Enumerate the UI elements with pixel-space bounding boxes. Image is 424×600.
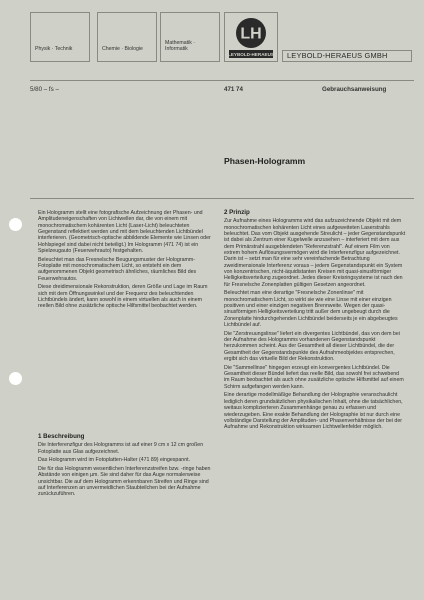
punch-hole <box>9 218 22 231</box>
intro-paragraph: Beleuchtet man das Fresnelsche Beugungsmuster der Hologramm-Fotoplatte mit monochromatischem Licht, so entsteht ein dem aufgenommenen Objekt geometrisch ähnliches, räumliches Bild des Feuerwehrautos. <box>38 256 197 282</box>
category-box-physics <box>30 12 90 62</box>
section-paragraph: Die für das Hologramm wesentlichen Interferenzstreifen bzw. -ringe haben Abstände von einigen µm. Sie sind daher für das Auge normalerweise unsichtbar. Die auf dem Hologramm erkennbaren Streifen und Ringe sind auf Interferenzen an unvermeidlichen Staubteilchen bei der Aufnahme zurückzuführen. <box>38 465 211 498</box>
intro-text <box>38 210 214 312</box>
company-name: LEYBOLD-HERAEUS GMBH <box>282 50 412 62</box>
category-box-chemistry <box>97 12 157 62</box>
page-title: Phasen-Hologramm <box>224 156 306 166</box>
section-description <box>38 434 214 500</box>
section-paragraph: Beleuchtet man eine derartige "Fresnelsche Zonenlinse" mit monochromatischem Licht, so wirkt sie wie eine Linse mit einer einzigen positiven und einer einzigen negativen Brennweite. Wegen der quasi-sinusförmigen Helligkeitsverteilung tritt außer dem ungebeugt durch die Zonenplatte hindurchgehenden Lichtbündel beiderseits je ein abgebeugtes Lichtbündel auf. <box>224 290 398 329</box>
section-paragraph: Die "Zerstreuungslinse" liefert ein divergentes Lichtbündel, das von dem bei der Aufnahme des Hologramms vorhandenen Gegenstandspunkt herzukommen scheint. Aus der Gesamtheit all dieser Lichtbündel, die der Gesamtheit der Gegenstandspunkte des Aufnahmeobjektes entsprechen, ergibt sich das virtuelle Bild der Rekonstruktion. <box>224 330 400 363</box>
svg-text:LH: LH <box>240 25 262 43</box>
logo-wordmark: LEYBOLD-HERAEUS <box>228 52 274 57</box>
category-box-math <box>160 12 220 62</box>
catalog-number: 471 74 <box>224 86 243 93</box>
section-principle <box>224 210 406 433</box>
category-label: Mathematik · Informatik <box>165 40 195 52</box>
lh-emblem-icon <box>225 13 277 61</box>
section-paragraph: Eine derartige modellmäßige Behandlung der Holographie veranschaulicht lediglich deren grundsätzlichen physikalischen Inhalt, ohne die tatsächlichen, weitaus komplizierteren Zusammenhänge genau zu erfassen und wiederzugeben. Eine exakte Behandlung der Holographie ist nur durch eine vollständige Darstellung der Amplituden- und Phasenverhältnisse der bei der Aufnahme und Rekonstruktion wirksamen Lichtwellenfelder möglich. <box>224 392 403 431</box>
intro-paragraph: Diese dreidimensionale Rekonstruktion, deren Größe und Lage im Raum sich mit dem Öffnungswinkel und der Frequenz des beleuchtenden Lichtbündels ändert, kann sowohl in einem virtuellen als auch in einem reellen Bild ohne zusätzliche optische Hilfsmittel beobachtet werden. <box>38 284 208 310</box>
document-type: Gebrauchsanweisung <box>322 86 387 93</box>
header-divider <box>30 80 414 81</box>
intro-paragraph: Ein Hologramm stellt eine fotografische Aufzeichnung der Phasen- und Amplitudeneigenschaften von Lichtwellen dar, die von einem mit monochromatischem kohärenten Licht (Laser-Licht) beleuchteten Gegenstand reflektiert werden und mit dem beleuchtenden Lichtbündel interferieren. (Geometrisch-optische abbildende Elemente wie Linsen oder Hohlspiegel sind dabei nicht beteiligt.) Im Hologramm (471 74) ist ein Spielzeugauto (Feuerwehrauto) festgehalten. <box>38 210 211 255</box>
section-paragraph: Zur Aufnahme eines Hologramms wird das aufzuzeichnende Objekt mit dem monochromatischen kohärenten Licht eines aufgeweiteten Laserstrahls beleuchtet. Das vom Objekt ausgehende Streulicht – jeder Gegenstandspunkt ist dabei als Zentrum einer Kugelwelle anzusehen – interferiert mit dem aus dem Primärstrahl ausgeblendeten "Referenzstrahl". Auf einem Film von extrem hohem Auflösungsvermögen wird die Interferenzfigur aufgezeichnet. Darin ist – setzt man für eine sehr vereinfachende Betrachtung zweidimensionale Interferenz voraus – jedem Gegenstandspunkt ein System von konzentrischen, nicht-äquidistanten Kreisen mit quasi-sinusförmiger Helligkeitsverteilung zugeordnet. Jedes dieser Kreisringsysteme ist nach den für Fresnelsche Zonenplatten gültigen Gesetzen angeordnet. <box>224 218 406 288</box>
section-paragraph: Die Interferenzfigur des Hologramms ist auf einer 9 cm x 12 cm großen Fotoplatte aus Glas aufgezeichnet. <box>38 442 204 455</box>
leybold-logo <box>224 12 278 62</box>
section-heading: 1 Beschreibung <box>38 433 85 440</box>
category-label: Physik · Technik <box>35 46 73 52</box>
section-paragraph: Die "Sammellinse" hingegen erzeugt ein konvergentes Lichtbündel. Die Gesamtheit dieser Bündel liefert das reelle Bild, das sowohl frei schwebend im Raum beobachtet als auch ohne zusätzliche optische Hilfsmittel auf einem Schirm aufgefangen werden kann. <box>224 364 404 390</box>
section-paragraph: Das Hologramm wird im Fotoplatten-Halter (471 89) eingespannt. <box>38 457 191 464</box>
edition-code: 5/80 – fs – <box>30 86 59 93</box>
punch-hole <box>9 372 22 385</box>
title-divider <box>30 198 414 199</box>
category-label: Chemie · Biologie <box>102 46 143 52</box>
section-heading: 2 Prinzip <box>224 209 250 216</box>
